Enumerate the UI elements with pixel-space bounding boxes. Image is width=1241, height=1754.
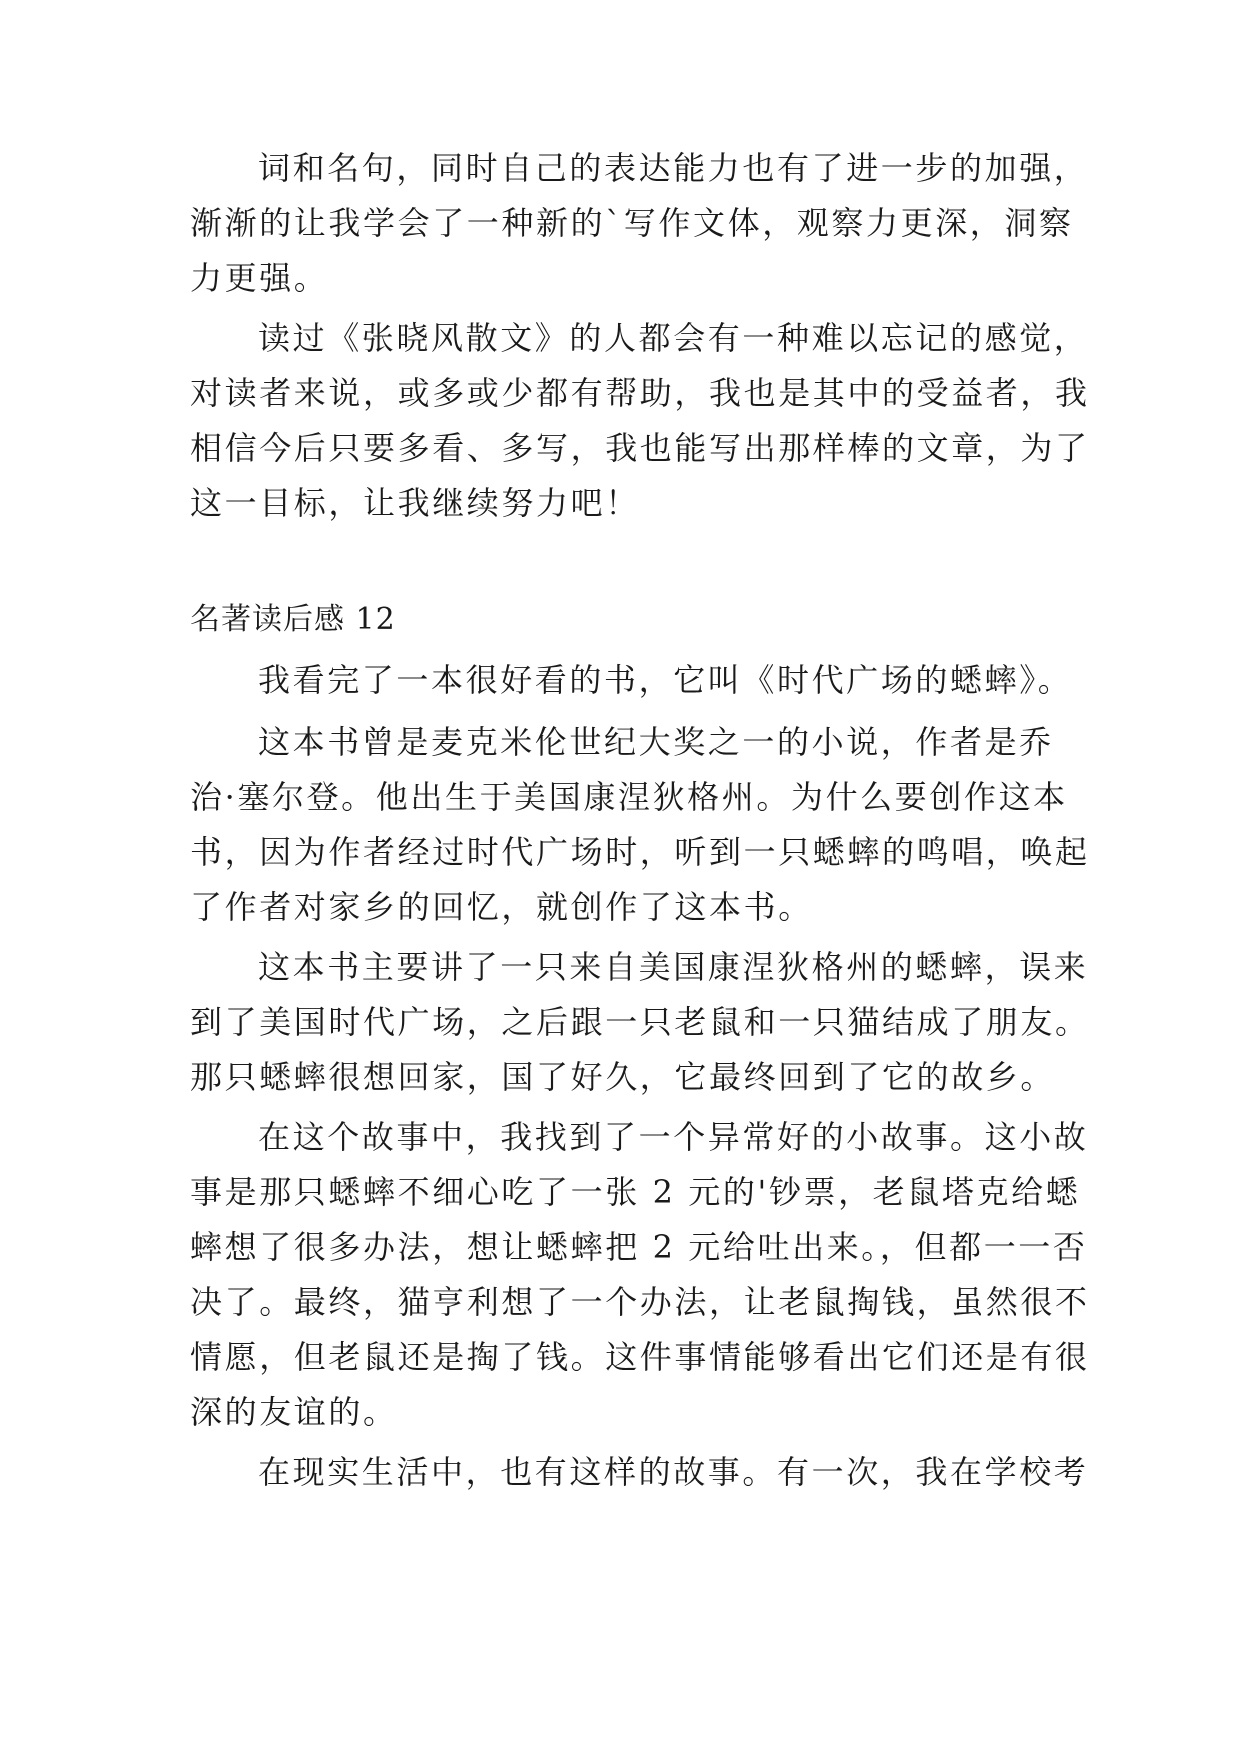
section-heading: 名著读后感 12 (190, 602, 396, 637)
paragraph-6-line-3: 蟀想了很多办法，想让蟋蟀把 2 元给吐出来。，但都一一否 (190, 1228, 1088, 1266)
paragraph-5-line-1: 这本书主要讲了一只来自美国康涅狄格州的蟋蟀，误来 (258, 948, 1089, 986)
paragraph-4-line-1: 这本书曾是麦克米伦世纪大奖之一的小说，作者是乔 (258, 723, 1054, 761)
paragraph-4-line-2: 治·塞尔登。他出生于美国康涅狄格州。为什么要创作这本 (190, 778, 1068, 816)
paragraph-1-line-3: 力更强。 (190, 259, 329, 297)
paragraph-3-line-1: 我看完了一本很好看的书，它叫《时代广场的蟋蟀》。 (258, 661, 1073, 699)
paragraph-6-line-2: 事是那只蟋蟀不细心吃了一张 2 元的'钞票，老鼠塔克给蟋 (190, 1173, 1081, 1211)
paragraph-2-line-4: 这一目标，让我继续努力吧！ (190, 484, 640, 522)
paragraph-1-line-2: 渐渐的让我学会了一种新的`写作文体，观察力更深，洞察 (190, 204, 1074, 242)
paragraph-1-line-1: 词和名句，同时自己的表达能力也有了进一步的加强， (258, 149, 1089, 187)
paragraph-5-line-2: 到了美国时代广场，之后跟一只老鼠和一只猫结成了朋友。 (190, 1003, 1090, 1041)
paragraph-2-line-2: 对读者来说，或多或少都有帮助，我也是其中的受益者，我 (190, 374, 1090, 412)
paragraph-2-line-3: 相信今后只要多看、多写，我也能写出那样棒的文章，为了 (190, 429, 1090, 467)
paragraph-6-line-4: 决了。最终，猫亨利想了一个办法，让老鼠掏钱，虽然很不 (190, 1283, 1090, 1321)
paragraph-6-line-5: 情愿，但老鼠还是掏了钱。这件事情能够看出它们还是有很 (190, 1338, 1090, 1376)
paragraph-5-line-3: 那只蟋蟀很想回家，国了好久，它最终回到了它的故乡。 (190, 1058, 1056, 1096)
paragraph-6-line-6: 深的友谊的。 (190, 1393, 398, 1431)
paragraph-2-line-1: 读过《张晓风散文》的人都会有一种难以忘记的感觉， (258, 319, 1089, 357)
paragraph-6-line-1: 在这个故事中，我找到了一个异常好的小故事。这小故 (258, 1118, 1089, 1156)
paragraph-4-line-3: 书，因为作者经过时代广场时，听到一只蟋蟀的鸣唱，唤起 (190, 833, 1090, 871)
paragraph-4-line-4: 了作者对家乡的回忆，就创作了这本书。 (190, 888, 813, 926)
paragraph-7-line-1: 在现实生活中，也有这样的故事。有一次，我在学校考 (258, 1453, 1089, 1491)
